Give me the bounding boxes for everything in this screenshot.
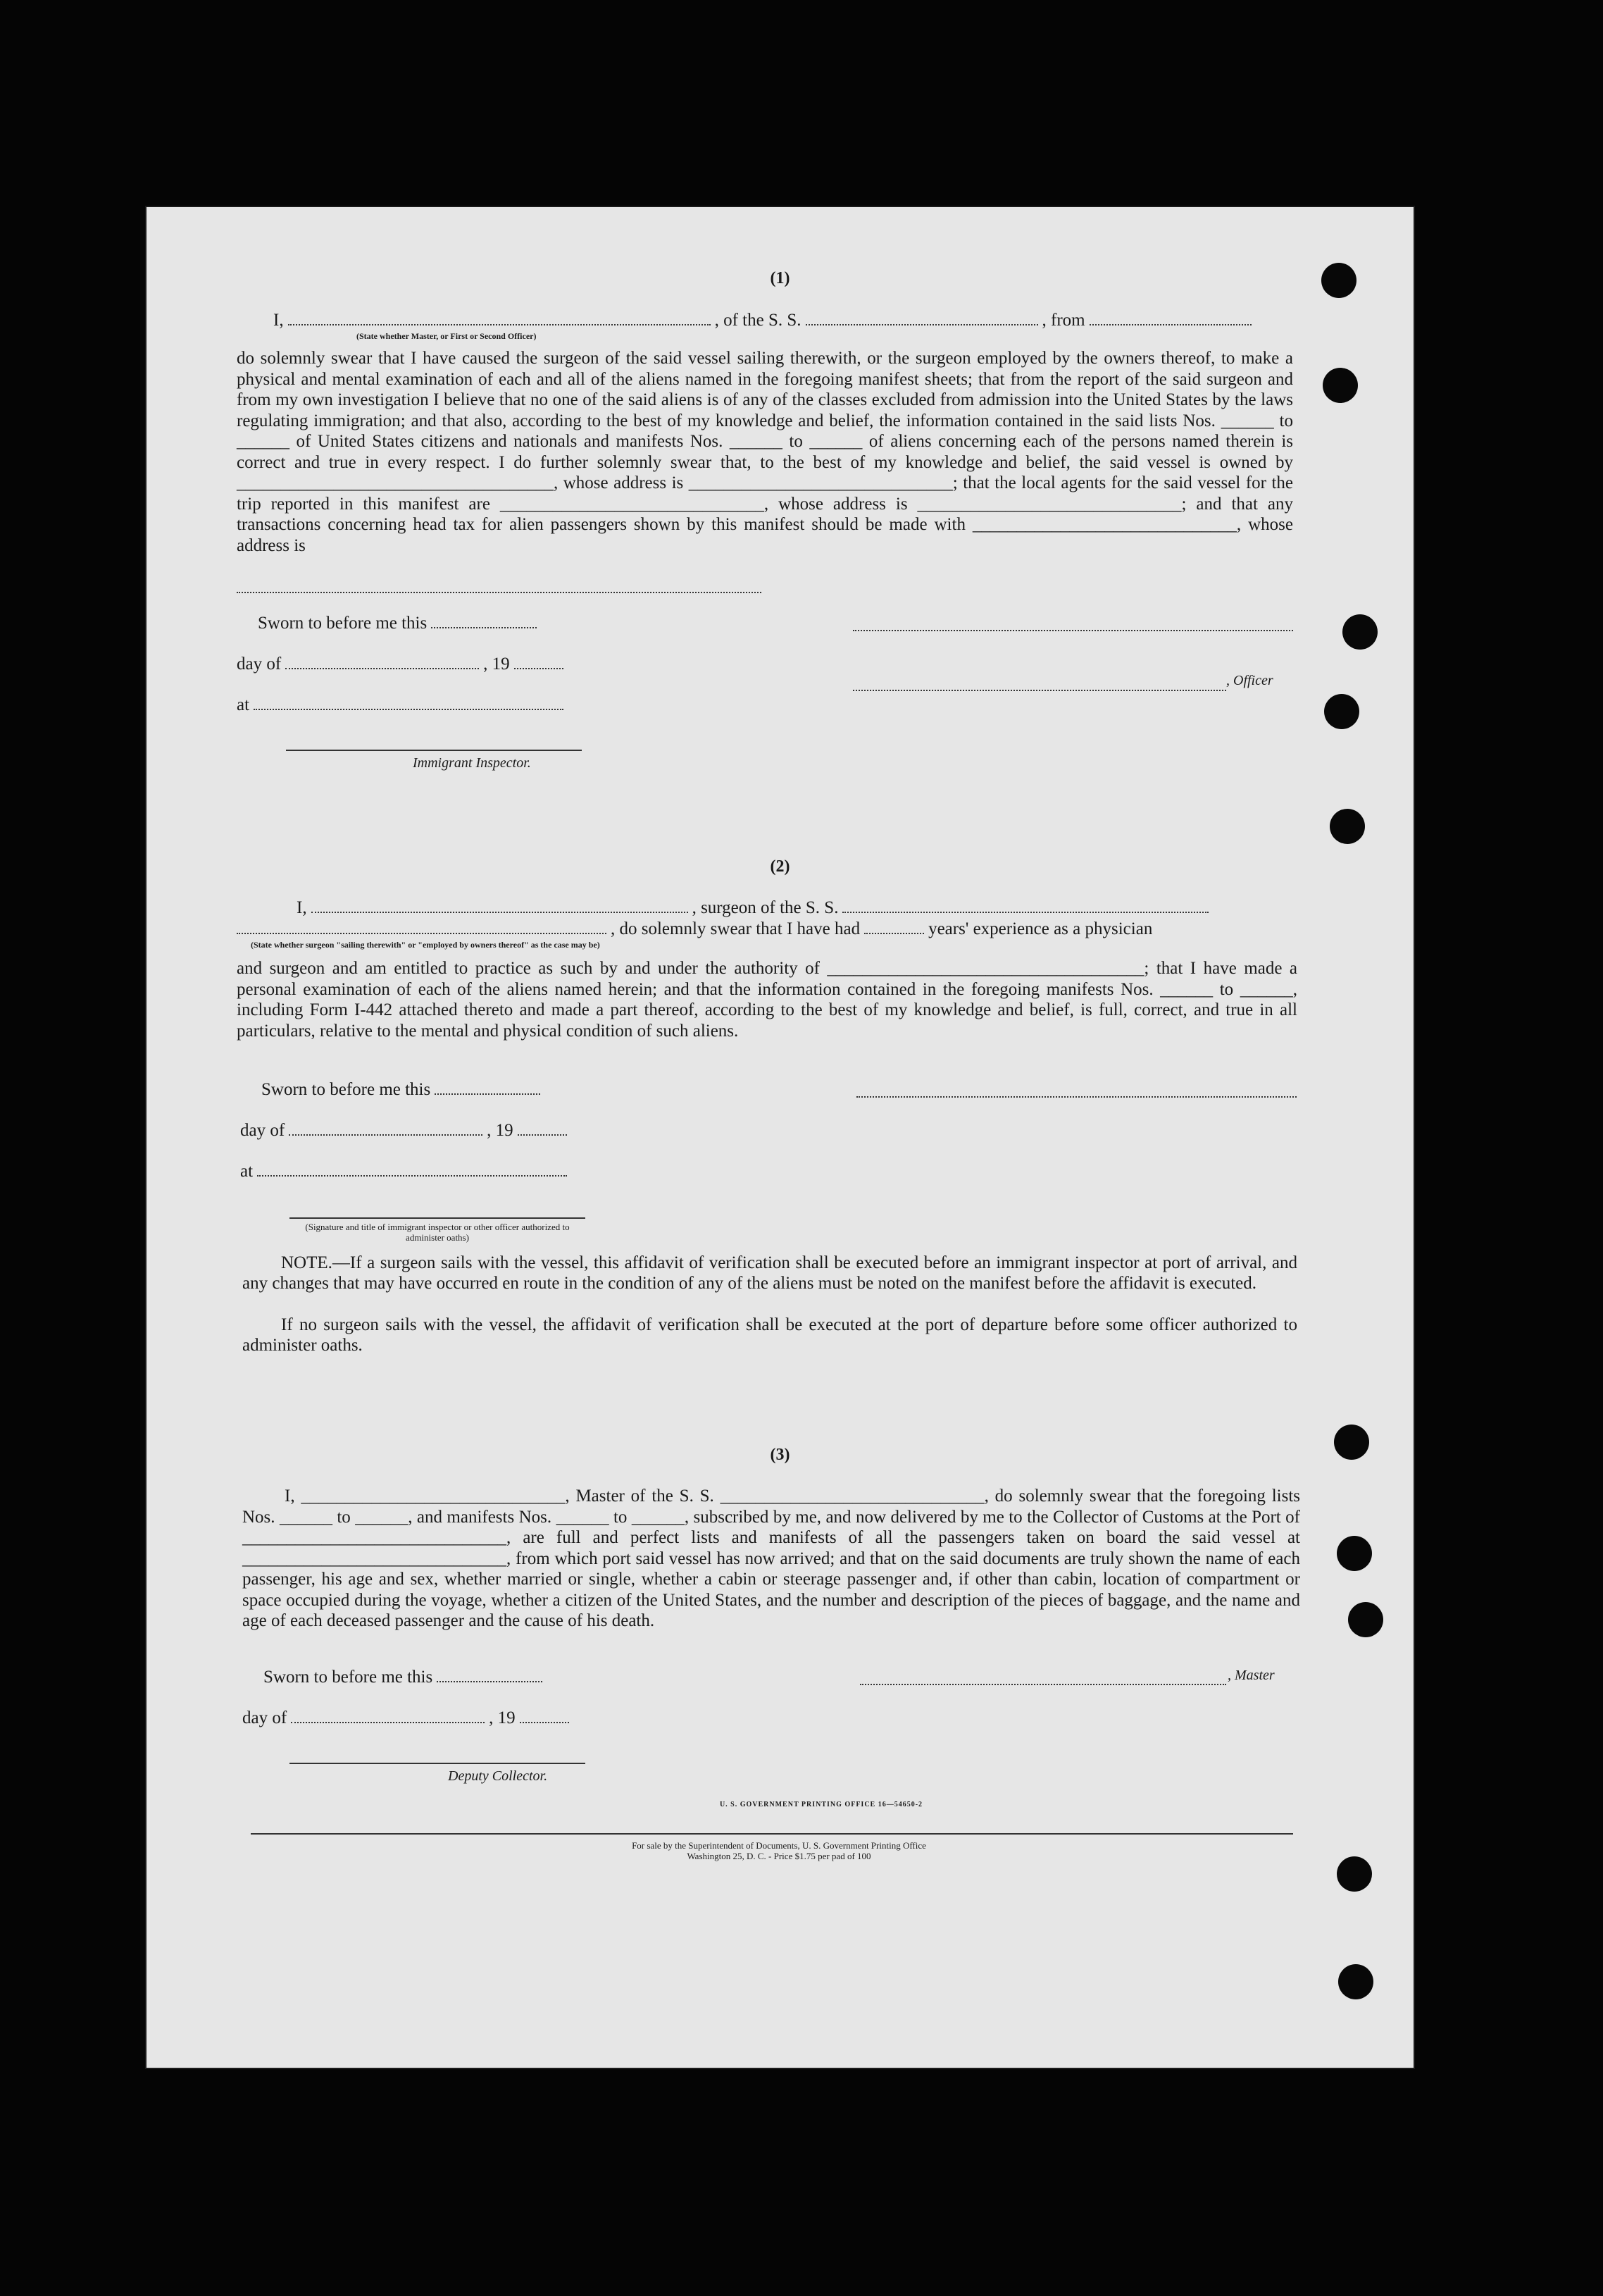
sale-notice-line-1: For sale by the Superintendent of Documents, U. S. Government Printing Office xyxy=(632,1840,926,1851)
binder-hole-icon xyxy=(1323,368,1358,403)
deputy-collector-label: Deputy Collector. xyxy=(448,1768,548,1784)
section-1-oath-text: do solemnly swear that I have caused the surgeon of the said vessel sailing therewith, or the surgeon employed by the owners thereof, to make a physical and mental examination of each and all of the aliens named in the foregoing manifest sheets; that from the report of the said surgeon and from my own investigation I believe that no one of the said aliens is of any of the classes excluded from admission into the United States by the laws regulating immigration; and that also, according to the best of my knowledge and belief, the information contained in the said lists Nos. ______ to ______ of United States citizens and nationals and manifests Nos. ______ to ______ of aliens concerning each of the persons named therein is correct and true in every respect. I do further solemnly swear that, to the best of my knowledge and belief, the said vessel is owned by ____________________________________, whose address is ______________________________; that the local agents for the said vessel for the trip reported in this manifest are ______________________________, whose address is ______________________________; and that any transactions concerning head tax for alien passengers shown by this manifest should be made with ______________________________, whose address is xyxy=(237,349,1293,555)
binder-hole-icon xyxy=(1337,1536,1372,1571)
sworn-line-3 xyxy=(263,1667,547,1688)
officer-name-field[interactable] xyxy=(288,323,711,325)
administering-officer-signature-line[interactable] xyxy=(289,1217,585,1219)
month-field[interactable] xyxy=(289,1134,482,1136)
officer-rank-caption: (State whether Master, or First or Second Officer) xyxy=(356,331,537,341)
surgeon-signature-line[interactable] xyxy=(856,1096,1297,1098)
sworn-line-1 xyxy=(258,613,541,634)
from-label: , from xyxy=(1042,311,1085,330)
years-label: years' experience as a physician xyxy=(928,919,1153,938)
sworn-date-field[interactable] xyxy=(437,1680,542,1682)
sale-notice-line-2: Washington 25, D. C. - Price $1.75 per pad of 100 xyxy=(687,1851,871,1861)
day-of-label: day of xyxy=(237,654,282,674)
section-2-experience-line xyxy=(237,919,1152,940)
head-tax-address-field[interactable] xyxy=(237,592,761,593)
note-surgeon-sails xyxy=(242,1253,1297,1293)
note-text: —If a surgeon sails with the vessel, this affidavit of verification shall be executed before an immigrant inspector at port of arrival, and any changes that may have occurred en route in the condition of any of the aliens must be noted on the manifest before the affidavit is executed. xyxy=(242,1253,1297,1293)
of-ss-label: , of the S. S. xyxy=(714,311,802,330)
immigrant-inspector-label: Immigrant Inspector. xyxy=(413,755,531,771)
sworn-label: Sworn to before me this xyxy=(258,614,428,633)
day-line-1 xyxy=(237,654,568,675)
from-port-field[interactable] xyxy=(1090,323,1252,325)
form-sheet xyxy=(145,206,1415,2069)
sworn-label: Sworn to before me this xyxy=(261,1080,431,1099)
day-of-label: day of xyxy=(242,1708,287,1727)
at-label: at xyxy=(240,1162,254,1181)
day-line-2 xyxy=(240,1120,571,1141)
sworn-date-field[interactable] xyxy=(435,1093,540,1095)
day-line-3 xyxy=(242,1708,573,1729)
inspector-signature-line[interactable] xyxy=(286,750,582,751)
surgeon-status-field[interactable] xyxy=(237,932,606,934)
year-field[interactable] xyxy=(518,1134,567,1136)
surgeon-name-field[interactable] xyxy=(311,911,688,913)
officer-signature-line-a[interactable] xyxy=(853,630,1293,631)
collector-signature-line[interactable] xyxy=(289,1763,585,1764)
binder-hole-icon xyxy=(1324,694,1359,729)
year-field[interactable] xyxy=(520,1721,569,1723)
binder-hole-icon xyxy=(1348,1602,1383,1637)
note-lead: NOTE. xyxy=(281,1253,332,1272)
footer-divider xyxy=(251,1833,1293,1835)
note-no-surgeon: If no surgeon sails with the vessel, the affidavit of verification shall be executed at the port of departure before some officer authorized to administer oaths. xyxy=(242,1315,1297,1355)
i-label: I, xyxy=(273,311,284,330)
vessel-name-field[interactable] xyxy=(806,323,1038,325)
years-field[interactable] xyxy=(864,932,924,934)
binder-hole-icon xyxy=(1337,1856,1372,1892)
master-signature-line[interactable] xyxy=(860,1684,1226,1685)
sworn-date-field[interactable] xyxy=(431,626,537,628)
binder-hole-icon xyxy=(1321,263,1356,298)
section-2-number: (2) xyxy=(770,857,790,876)
binder-hole-icon xyxy=(1330,809,1365,844)
officer-signature-line-b[interactable] xyxy=(853,690,1226,691)
year-label: , 19 xyxy=(483,654,510,674)
month-field[interactable] xyxy=(285,667,479,669)
master-label: , Master xyxy=(1228,1668,1275,1683)
section-1-declarant-line xyxy=(273,310,1256,331)
section-2-oath-text: and surgeon and am entitled to practice as such by and under the authority of ____________________________________; that I have made a personal examination of each of the aliens named herein; and that the information contained in the foregoing manifests Nos. ______ to ______, including Form I-442 attached thereto and made a part thereof, according to the best of my knowledge and belief, is full, correct, and true in all particulars, relative to the mental and physical condition of such aliens. xyxy=(237,959,1297,1041)
section-2-surgeon-line xyxy=(297,898,1213,919)
sworn-label: Sworn to before me this xyxy=(263,1668,433,1687)
year-field[interactable] xyxy=(514,667,563,669)
surgeon-of-label: , surgeon of the S. S. xyxy=(692,898,839,917)
place-field[interactable] xyxy=(254,708,563,710)
at-line-1 xyxy=(237,695,568,716)
place-field[interactable] xyxy=(257,1174,567,1177)
surgeon-vessel-field[interactable] xyxy=(842,911,1209,913)
at-line-2 xyxy=(240,1161,571,1182)
administering-officer-caption: (Signature and title of immigrant inspector or other officer authorized to administer oaths) xyxy=(305,1222,570,1243)
sworn-line-2 xyxy=(261,1079,544,1100)
section-1-number: (1) xyxy=(770,269,790,287)
month-field[interactable] xyxy=(291,1721,485,1723)
binder-hole-icon xyxy=(1334,1425,1369,1460)
year-label: , 19 xyxy=(487,1121,513,1140)
do-solemnly-label: , do solemnly swear that I have had xyxy=(611,919,861,938)
at-label: at xyxy=(237,695,250,714)
day-of-label: day of xyxy=(240,1121,285,1140)
section-3-number: (3) xyxy=(770,1446,790,1464)
section-3-oath-text: I, ______________________________, Master of the S. S. ______________________________, do solemnly swear that the foregoing lists Nos. ______ to ______, and manifests Nos. ______ to ______, subscribed by me, and now delivered by me to the Collector of Customs at the Port of ______________________________, are full and perfect lists and manifests of all the passengers taken on board the said vessel at ______________________________, from which port said vessel has now arrived; and that on the said documents are truly shown the name of each passenger, his age and sex, whether married or single, whether a cabin or steerage passenger and, if other than cabin, location of compartment or space occupied during the voyage, whether a citizen of the United States, and the number and description of the pieces of baggage, and the name and age of each deceased passenger and the cause of his death. xyxy=(242,1487,1300,1630)
binder-hole-icon xyxy=(1342,614,1378,650)
surgeon-status-caption: (State whether surgeon "sailing therewith" or "employed by owners thereof" as the case may be) xyxy=(251,940,600,950)
i-label: I, xyxy=(297,898,307,917)
binder-hole-icon xyxy=(1338,1964,1373,1999)
gpo-imprint: U. S. GOVERNMENT PRINTING OFFICE 16—54650-2 xyxy=(719,1801,923,1808)
officer-label: , Officer xyxy=(1226,673,1273,688)
year-label: , 19 xyxy=(489,1708,516,1727)
